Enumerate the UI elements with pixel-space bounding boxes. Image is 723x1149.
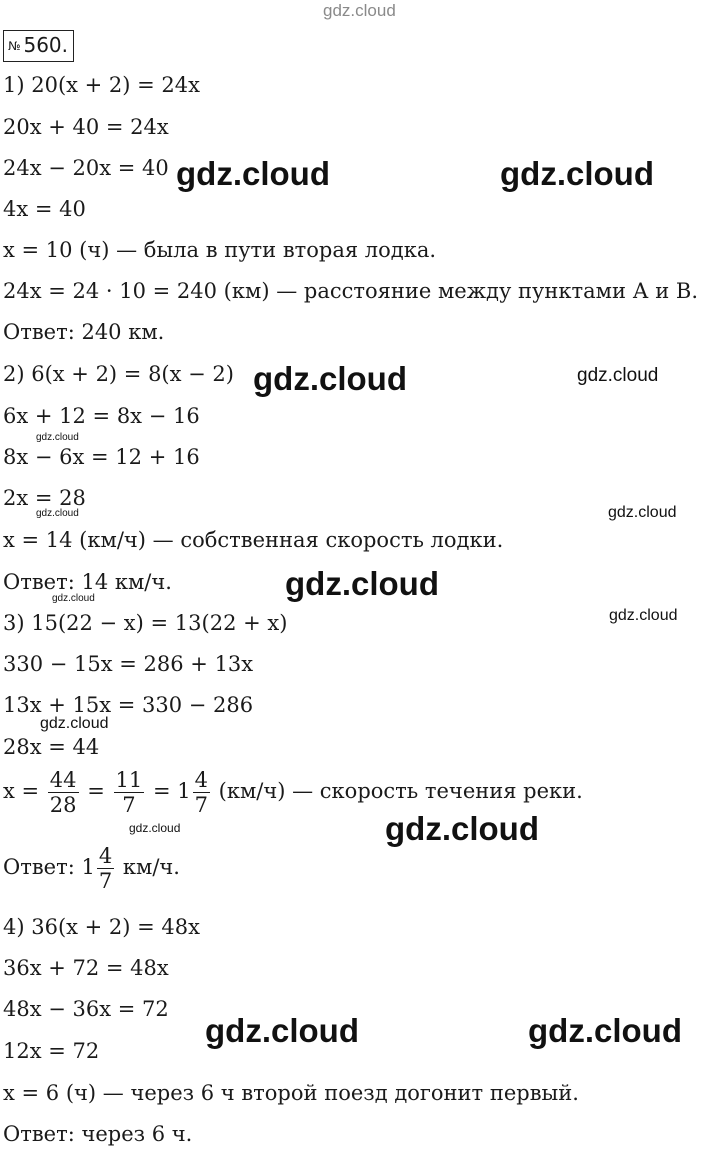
denominator: 28 — [49, 793, 77, 817]
watermark: gdz.cloud — [609, 607, 678, 624]
solution-line: x = 6 (ч) — через 6 ч второй поезд догонит первый. — [3, 1081, 579, 1105]
solution-line: 4) 36(x + 2) = 48x — [3, 915, 200, 939]
numerator: 4 — [98, 844, 113, 868]
number-sign: № — [8, 39, 21, 53]
denominator: 7 — [122, 793, 136, 817]
watermark: gdz.cloud — [36, 432, 79, 443]
watermark: gdz.cloud — [253, 360, 407, 397]
mixed-number-whole: = 1 — [152, 779, 191, 803]
equals-sign: = — [87, 779, 105, 803]
fraction-4-7 — [193, 768, 210, 817]
solution-line: x = 14 (км/ч) — собственная скорость лодки. — [3, 528, 504, 552]
watermark: gdz.cloud — [285, 565, 439, 602]
answer-fraction-4-7 — [97, 844, 114, 893]
watermark: gdz.cloud — [52, 593, 95, 604]
watermark: gdz.cloud — [608, 504, 677, 521]
solution-line: x = 10 (ч) — была в пути вторая лодка. — [3, 238, 437, 262]
watermark: gdz.cloud — [176, 155, 330, 192]
solution-line: 3) 15(22 − x) = 13(22 + x) — [3, 611, 288, 635]
answer-line: Ответ: 14 км/ч. — [3, 570, 172, 594]
top-watermark: gdz.cloud — [323, 1, 396, 20]
watermark: gdz.cloud — [36, 508, 79, 519]
watermark: gdz.cloud — [577, 365, 659, 386]
task-number-box — [3, 30, 74, 62]
answer-line: Ответ: через 6 ч. — [3, 1122, 193, 1146]
solution-line: 330 − 15x = 286 + 13x — [3, 652, 254, 676]
answer-line: Ответ: 240 км. — [3, 320, 165, 344]
watermark: gdz.cloud — [40, 715, 109, 732]
answer-suffix: км/ч. — [116, 855, 180, 879]
solution-line: 36x + 72 = 48x — [3, 956, 169, 980]
answer-line — [3, 844, 180, 893]
fraction-11-7 — [114, 768, 145, 817]
denominator: 7 — [98, 869, 113, 893]
line-prefix: x = — [3, 779, 46, 803]
task-number: 560. — [23, 33, 69, 57]
watermark: gdz.cloud — [528, 1012, 682, 1049]
solution-line: 2) 6(x + 2) = 8(x − 2) — [3, 362, 234, 386]
solution-line: 28x = 44 — [3, 735, 100, 759]
solution-line: 20x + 40 = 24x — [3, 115, 169, 139]
watermark: gdz.cloud — [129, 821, 181, 835]
answer-prefix: Ответ: 1 — [3, 855, 95, 879]
solution-line: 8x − 6x = 12 + 16 — [3, 445, 200, 469]
line-suffix: (км/ч) — скорость течения реки. — [211, 779, 583, 803]
denominator: 7 — [194, 793, 208, 817]
solution-line: 6x + 12 = 8x − 16 — [3, 404, 200, 428]
solution-line: 24x = 24 · 10 = 240 (км) — расстояние между пунктами А и В. — [3, 279, 698, 303]
solution-line: 1) 20(x + 2) = 24x — [3, 73, 200, 97]
solution-line: 2x = 28 — [3, 486, 86, 510]
watermark: gdz.cloud — [500, 155, 654, 192]
fraction-44-28 — [48, 768, 79, 817]
watermark: gdz.cloud — [385, 810, 539, 847]
numerator: 4 — [194, 768, 208, 792]
solution-line: 12x = 72 — [3, 1039, 100, 1063]
numerator: 44 — [49, 768, 77, 792]
solution-line: 24x − 20x = 40 — [3, 156, 169, 180]
numerator: 11 — [115, 768, 143, 792]
watermark: gdz.cloud — [205, 1012, 359, 1049]
solution-line: 13x + 15x = 330 − 286 — [3, 693, 254, 717]
solution-line: 48x − 36x = 72 — [3, 997, 169, 1021]
solution-line: 4x = 40 — [3, 197, 86, 221]
